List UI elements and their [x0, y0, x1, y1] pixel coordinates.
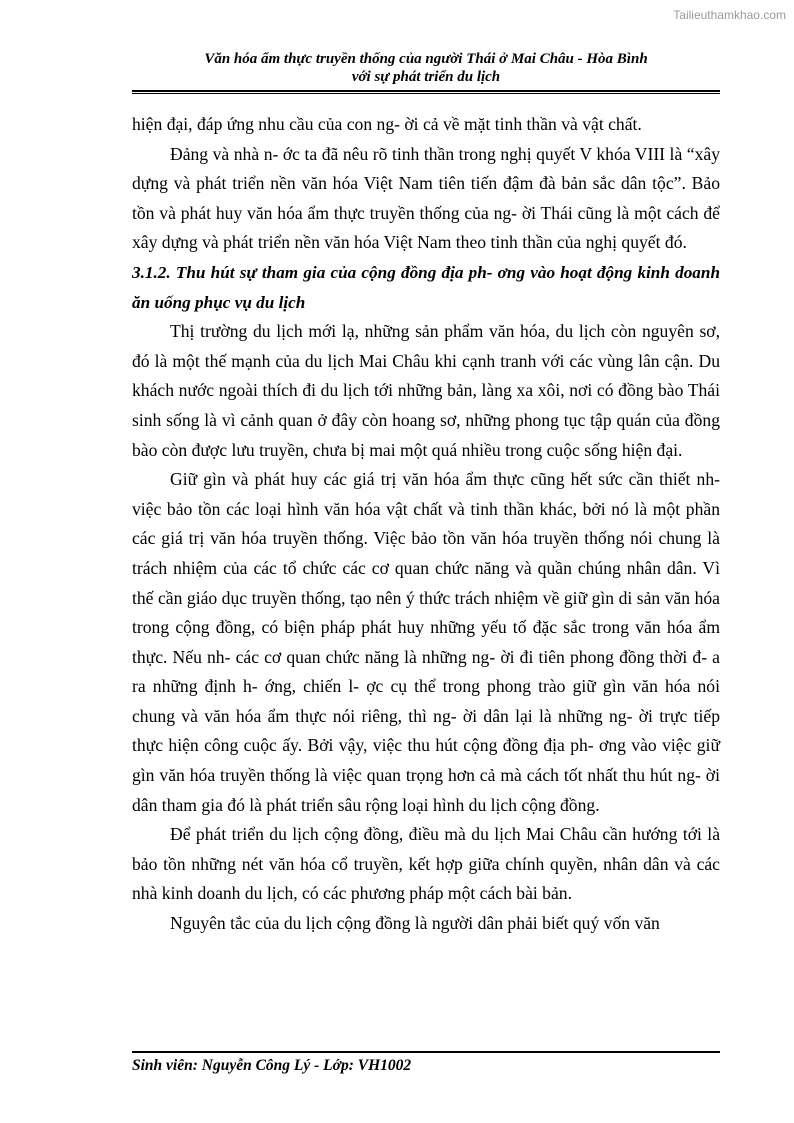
paragraph: Đảng và nhà n- ớc ta đã nêu rõ tinh thần trong nghị quyết V khóa VIII là “xây dựng và phát triển nền văn hóa Việt Nam tiên tiến đậm đà bản sắc dân tộc”. Bảo tồn và phát huy văn hóa ẩm thực truyền thống của ng- ời Thái cũng là một cách để xây dựng và phát triển nền văn hóa Việt Nam theo tinh thần của nghị quyết đó. [132, 143, 720, 253]
footer-divider [132, 1051, 720, 1053]
header-title-line-1: Văn hóa ẩm thực truyền thống của người Thái ở Mai Châu - Hòa Bình [204, 51, 648, 67]
page-header [132, 50, 720, 86]
document-body [132, 110, 720, 939]
watermark: Tailieuthamkhao.com [673, 8, 786, 22]
paragraph: Thị trường du lịch mới lạ, những sản phẩm văn hóa, du lịch còn nguyên sơ, đó là một thế mạnh của du lịch Mai Châu khi cạnh tranh với các vùng lân cận. Du khách nước ngoài thích đi du lịch tới những bản, làng xa xôi, nơi có đồng bào Thái sinh sống là vì cảnh quan ở đây còn hoang sơ, những phong tục tập quán của đồng bào còn được lưu truyền, chưa bị mai một quá nhiều trong cuộc sống hiện đại. [132, 321, 720, 460]
paragraph-continuation: hiện đại, đáp ứng nhu cầu của con ng- ời cả về mặt tinh thần và vật chất. [132, 114, 642, 134]
paragraph: Giữ gìn và phát huy các giá trị văn hóa ẩm thực cũng hết sức cần thiết nh- việc bảo tồn các loại hình văn hóa vật chất và tinh thần khác, bởi nó là một phần các giá trị văn hóa truyền thống. Việc bảo tồn văn hóa truyền thống nói chung là trách nhiệm của các tổ chức các cơ quan chức năng và quần chúng nhân dân. Vì thế cần giáo dục truyền thống, tạo nên ý thức trách nhiệm về giữ gìn di sản văn hóa trong cộng đồng, có biện pháp phát huy những yếu tố đặc sắc trong văn hóa ẩm thực. Nếu nh- các cơ quan chức năng là những ng- ời đi tiên phong đồng thời đ- a ra những định h- ớng, chiến l- ợc cụ thể trong phong trào giữ gìn văn hóa nói chung và văn hóa ẩm thực nói riêng, thì ng- ời dân lại là những ng- ời trực tiếp thực hiện công cuộc ấy. Bởi vậy, việc thu hút cộng đồng địa ph- ơng vào việc giữ gìn văn hóa truyền thống là việc quan trọng hơn cả mà cách tốt nhất thu hút ng- ời dân tham gia đó là phát triển sâu rộng loại hình du lịch cộng đồng. [132, 469, 720, 815]
header-divider [132, 90, 720, 92]
header-title-line-2: với sự phát triển du lịch [351, 69, 501, 85]
section-heading: 3.1.2. Thu hút sự tham gia của cộng đồng địa ph- ơng vào hoạt động kinh doanh ăn uống phục vụ du lịch [132, 262, 720, 312]
header-divider-thin [132, 93, 720, 94]
page-footer: Sinh viên: Nguyễn Công Lý - Lớp: VH1002 [132, 1057, 412, 1074]
paragraph: Nguyên tắc của du lịch cộng đồng là người dân phải biết quý vốn văn [170, 913, 660, 934]
paragraph: Để phát triển du lịch cộng đồng, điều mà du lịch Mai Châu cần hướng tới là bảo tồn những nét văn hóa cổ truyền, kết hợp giữa chính quyền, nhân dân và các nhà kinh doanh du lịch, có các phương pháp một cách bài bản. [132, 824, 720, 904]
